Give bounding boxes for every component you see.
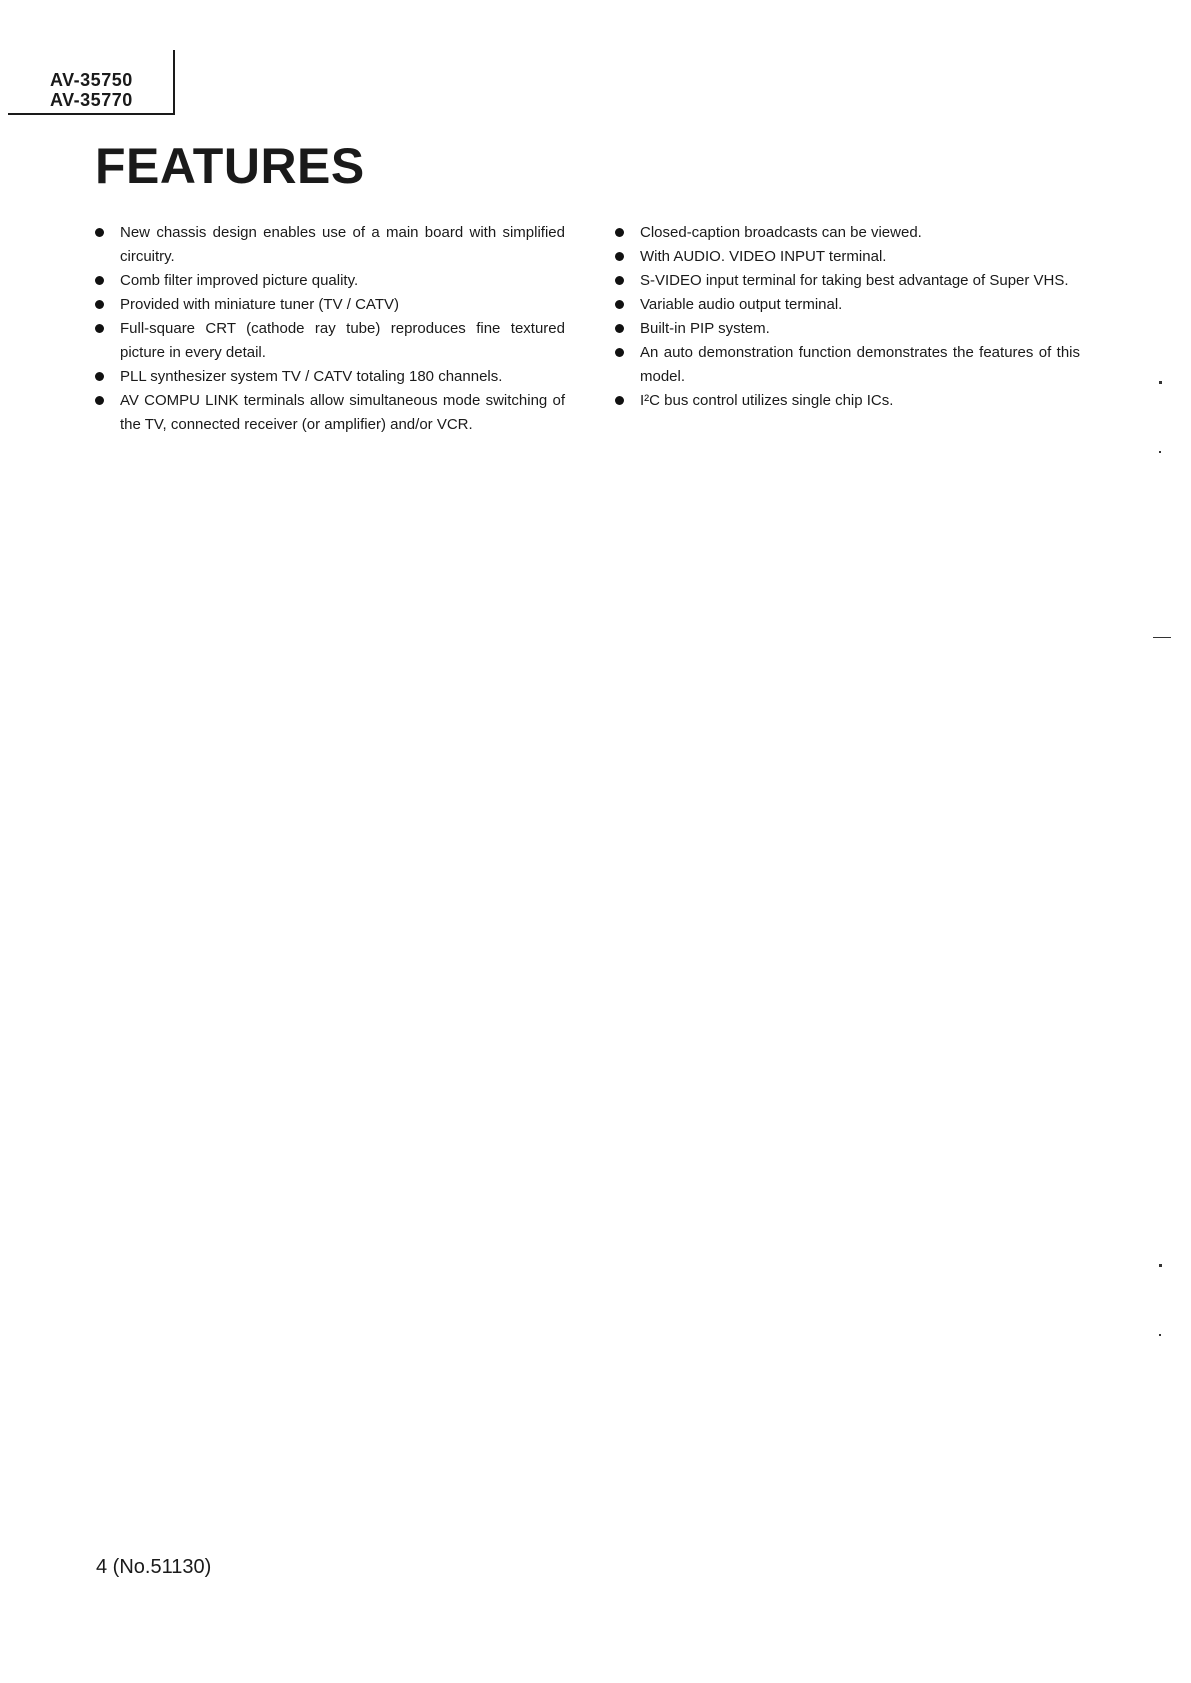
bullet-icon (615, 396, 624, 405)
list-item (95, 365, 565, 389)
features-list-right (615, 221, 1080, 413)
bullet-icon (615, 324, 624, 333)
feature-text: Provided with miniature tuner (TV / CATV) (120, 296, 399, 313)
model-box-vertical-rule (173, 50, 175, 114)
page-title: FEATURES (95, 138, 365, 194)
bullet-icon (615, 348, 624, 357)
feature-text: PLL synthesizer system TV / CATV totaling 180 channels. (120, 368, 503, 385)
bullet-icon (95, 276, 104, 285)
bullet-icon (615, 276, 624, 285)
feature-text: S-VIDEO input terminal for taking best advantage of Super VHS. (640, 272, 1069, 289)
list-item (95, 221, 565, 269)
bullet-icon (95, 300, 104, 309)
bullet-icon (95, 372, 104, 381)
list-item (615, 221, 1080, 245)
list-item (95, 269, 565, 293)
feature-text: Variable audio output terminal. (640, 296, 843, 313)
list-item (95, 389, 565, 437)
model-number-1: AV-35750 (50, 70, 133, 90)
bullet-icon (95, 228, 104, 237)
feature-text: An auto demonstration function demonstrates the features of this model. (640, 344, 1080, 385)
list-item (615, 317, 1080, 341)
model-number-2: AV-35770 (50, 90, 133, 110)
list-item (95, 293, 565, 317)
feature-text: Closed-caption broadcasts can be viewed. (640, 224, 922, 241)
feature-text: I²C bus control utilizes single chip ICs. (640, 392, 894, 409)
bullet-icon (615, 300, 624, 309)
feature-text: With AUDIO. VIDEO INPUT terminal. (640, 248, 887, 265)
list-item (615, 341, 1080, 389)
bullet-icon (95, 396, 104, 405)
bullet-icon (615, 228, 624, 237)
list-item (95, 317, 565, 365)
list-item (615, 293, 1080, 317)
bullet-icon (95, 324, 104, 333)
scan-speck (1159, 451, 1161, 453)
model-box-horizontal-rule (8, 113, 175, 115)
scan-speck (1159, 1264, 1162, 1267)
model-number-box (8, 50, 173, 114)
scan-speck (1159, 1334, 1161, 1336)
scan-speck (1159, 381, 1162, 384)
page-footer: 4 (No.51130) (96, 1556, 212, 1578)
list-item (615, 389, 1080, 413)
scan-mark (1153, 637, 1171, 638)
feature-text: New chassis design enables use of a main board with simplified circuitry. (120, 224, 565, 265)
feature-text: Full-square CRT (cathode ray tube) reproduces fine textured picture in every detail. (120, 320, 565, 361)
feature-text: Comb filter improved picture quality. (120, 272, 359, 289)
feature-text: AV COMPU LINK terminals allow simultaneous mode switching of the TV, connected receiver (or amplifier) and/or VCR. (120, 392, 565, 433)
feature-text: Built-in PIP system. (640, 320, 770, 337)
features-list-left (95, 221, 565, 437)
list-item (615, 245, 1080, 269)
list-item (615, 269, 1080, 293)
bullet-icon (615, 252, 624, 261)
